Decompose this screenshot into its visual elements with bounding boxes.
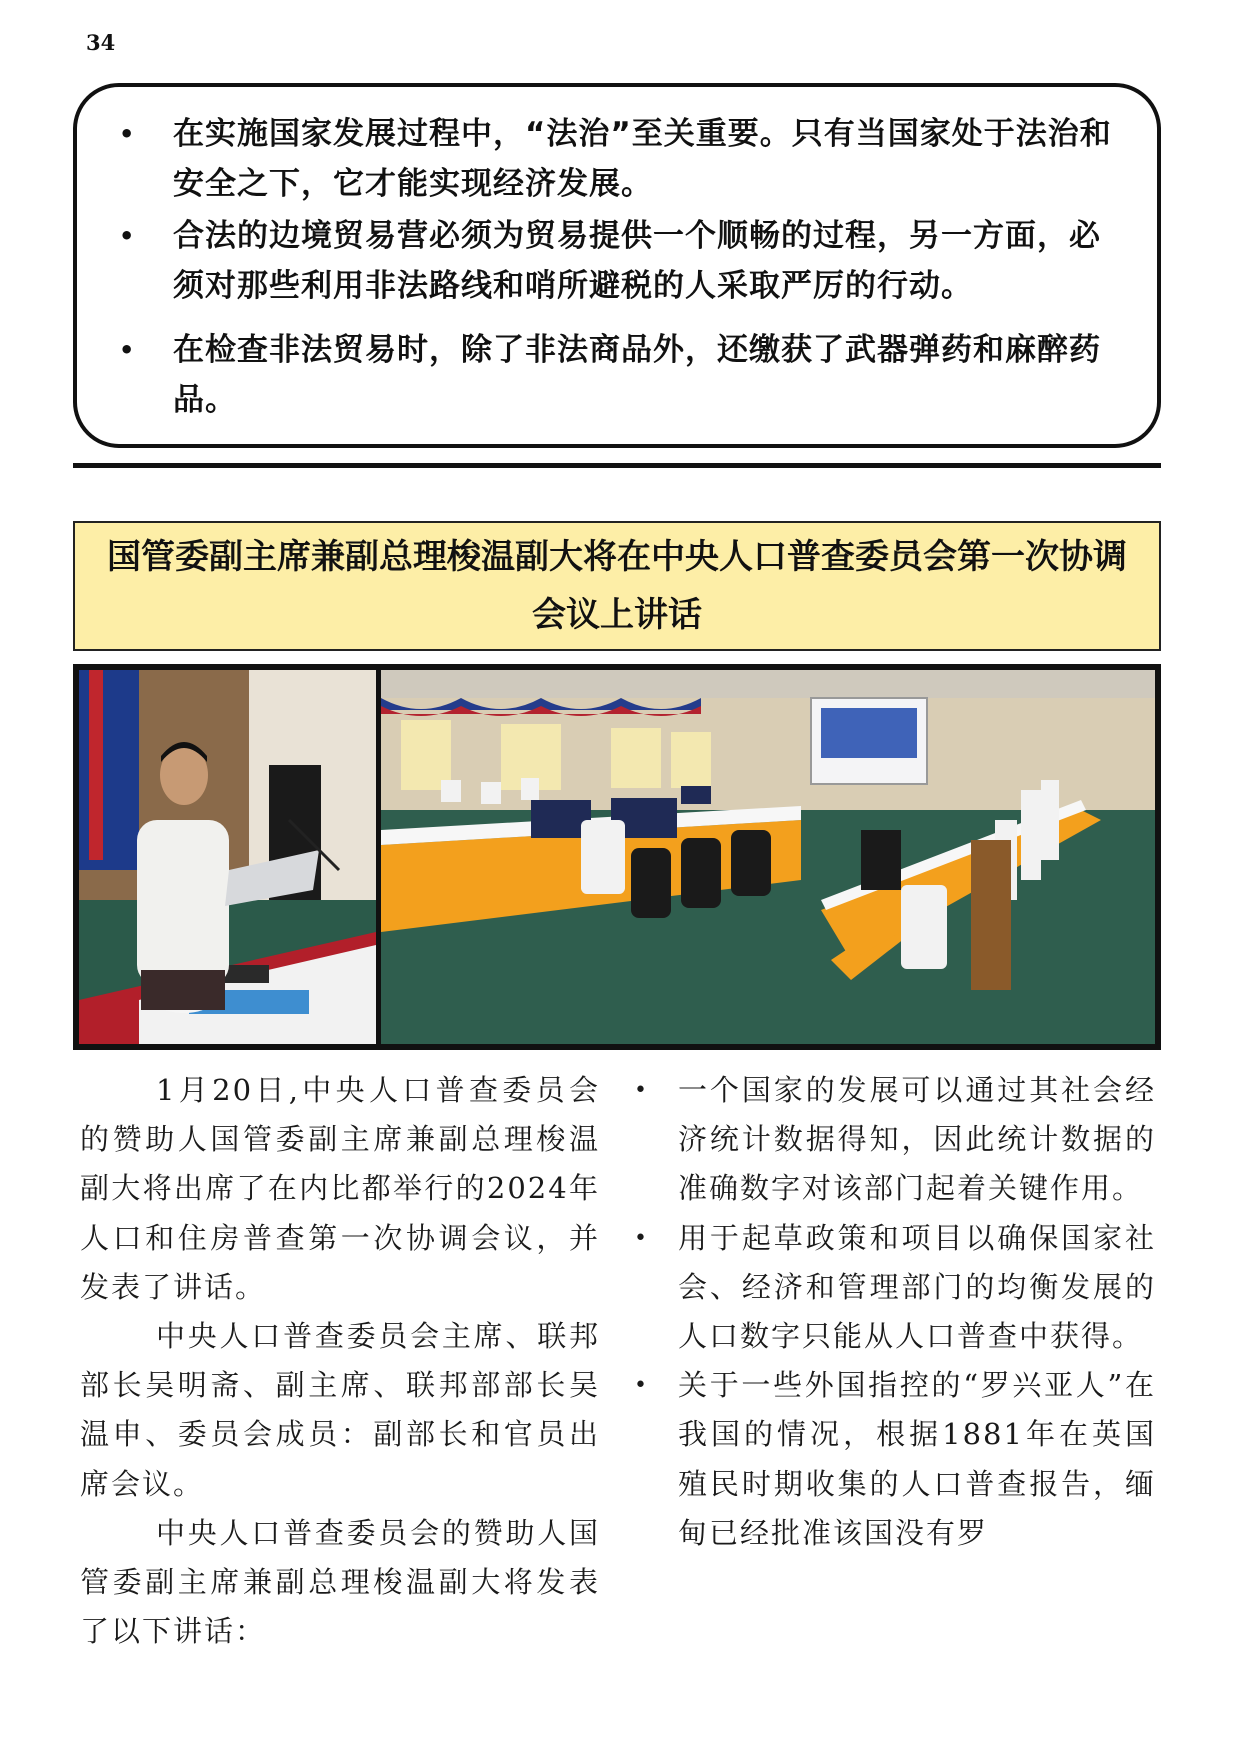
- page-number: 34: [86, 30, 116, 55]
- conference-photo: [381, 670, 1155, 1044]
- article-headline: 国管委副主席兼副总理梭温副大将在中央人口普查委员会第一次协调会议上讲话: [107, 537, 1127, 635]
- summary-box: [73, 83, 1161, 448]
- speaker-photo-illustration: [79, 670, 376, 1044]
- section-divider: [73, 463, 1161, 468]
- summary-bullet: • 在检查非法贸易时，除了非法商品外，还缴获了武器弹药和麻醉药品。: [117, 325, 1129, 425]
- summary-bullet-list: [117, 109, 1129, 425]
- article-headline-box: [73, 521, 1161, 651]
- article-right-column: [636, 1066, 1156, 1558]
- summary-bullet: • 在实施国家发展过程中，“法治”至关重要。只有当国家处于法治和安全之下，它才能实现经济发展。: [117, 109, 1129, 209]
- speech-bullet: • 一个国家的发展可以通过其社会经济统计数据得知，因此统计数据的准确数字对该部门起着关键作用。: [636, 1066, 1156, 1214]
- conference-photo-illustration: [381, 670, 1155, 1044]
- speaker-photo: [79, 670, 376, 1044]
- speech-bullet: • 关于一些外国指控的“罗兴亚人”在我国的情况，根据1881年在英国殖民时期收集的人口普查报告，缅甸已经批准该国没有罗: [636, 1361, 1156, 1558]
- article-paragraph: 中央人口普查委员会主席、联邦部长吴明斋、副主席、联邦部部长吴温申、委员会成员：副部长和官员出席会议。: [80, 1319, 600, 1501]
- article-paragraph: 中央人口普查委员会的赞助人国管委副主席兼副总理梭温副大将发表了以下讲话：: [80, 1515, 600, 1649]
- speech-bullet: • 用于起草政策和项目以确保国家社会、经济和管理部门的均衡发展的人口数字只能从人口普查中获得。: [636, 1214, 1156, 1362]
- speech-bullet-list: [636, 1066, 1156, 1558]
- photo-frame: [73, 664, 1161, 1050]
- article-left-column: [80, 1066, 600, 1656]
- summary-bullet: • 合法的边境贸易营必须为贸易提供一个顺畅的过程，另一方面，必须对那些利用非法路线和哨所避税的人采取严厉的行动。: [117, 211, 1129, 311]
- article-paragraph: 1月20日,中央人口普查委员会的赞助人国管委副主席兼副总理梭温副大将出席了在内比都举行的2024年人口和住房普查第一次协调会议，并发表了讲话。: [80, 1073, 600, 1304]
